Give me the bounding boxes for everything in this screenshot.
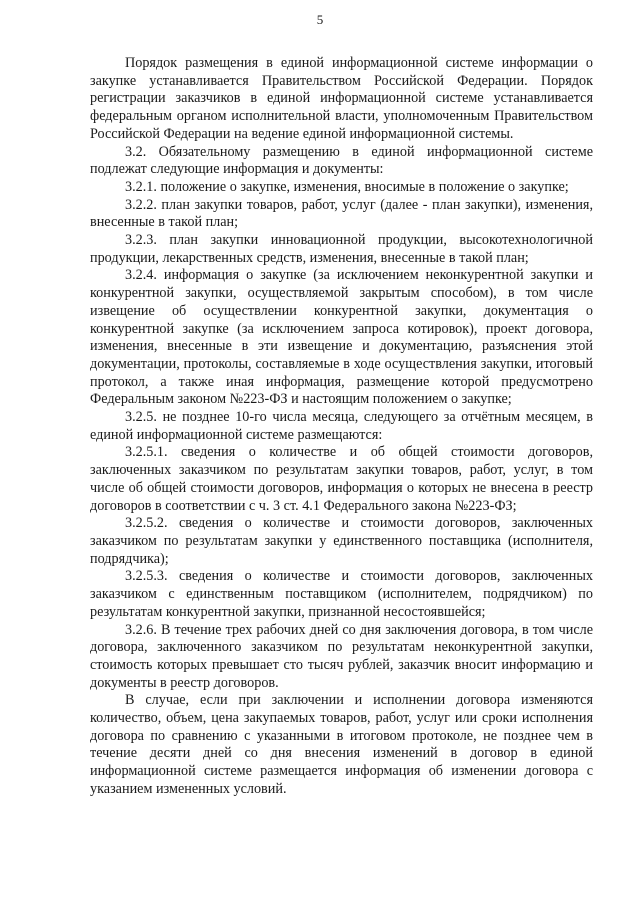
paragraph-3-2-5-3: 3.2.5.3. сведения о количестве и стоимости договоров, заключенных заказчиком с единственным поставщиком (исполнителем, подрядчиком) по результатам конкурентной закупки, признанной несостоявшейся; <box>90 568 593 620</box>
paragraph-3-2-1: 3.2.1. положение о закупке, изменения, вносимые в положение о закупке; <box>125 178 569 195</box>
paragraph-3-2-5-1: 3.2.5.1. сведения о количестве и об общей стоимости договоров, заключенных заказчиком по результатам закупки товаров, работ, услуг, в том числе об общей стоимости договоров, информация о которых не внесена в реестр договоров в соответствии с ч. 3 ст. 4.1 Федерального закона №223-ФЗ; <box>90 444 593 514</box>
document-body <box>90 55 593 799</box>
paragraph-3-2-6: 3.2.6. В течение трех рабочих дней со дня заключения договора, в том числе договора, заключенного заказчиком по результатам неконкурентной закупки, стоимость которых превышает сто тысяч рублей, заказчик вносит информацию и документы в реестр договоров. <box>90 621 593 691</box>
paragraph-3-2-4: 3.2.4. информация о закупке (за исключением неконкурентной закупки и конкурентной закупки, осуществляемой закрытым способом), в том числе извещение об осуществлении конкурентной закупки, документация о конкурентной закупке (за исключением запроса котировок), проект договора, изменения, внесенные в эти извещение и документацию, разъяснения этой документации, протоколы, составляемые в ходе осуществления закупки, итоговый протокол, а также иная информация, размещение которой предусмотрено Федеральным законом №223-ФЗ и настоящим положением о закупке; <box>90 267 593 408</box>
paragraph-3-2: 3.2. Обязательному размещению в единой информационной системе подлежат следующие информация и документы: <box>90 143 593 178</box>
page-number: 5 <box>316 12 324 27</box>
paragraph-3-2-2: 3.2.2. план закупки товаров, работ, услуг (далее - план закупки), изменения, внесенные в такой план; <box>90 196 593 231</box>
paragraph-placement-procedure: Порядок размещения в единой информационной системе информации о закупке устанавливается Правительством Российской Федерации. Порядок регистрации заказчиков в единой информационной системе устанавливается федеральным органом исполнительной власти, уполномоченным Правительством Российской Федерации на ведение единой информационной системы. <box>90 55 593 142</box>
paragraph-3-2-5: 3.2.5. не позднее 10-го числа месяца, следующего за отчётным месяцем, в единой информационной системе размещаются: <box>90 409 593 443</box>
paragraph-3-2-3: 3.2.3. план закупки инновационной продукции, высокотехнологичной продукции, лекарственных средств, изменения, внесенные в такой план; <box>90 232 593 266</box>
paragraph-contract-changes: В случае, если при заключении и исполнении договора изменяются количество, объем, цена закупаемых товаров, работ, услуг или сроки исполнения договора по сравнению с указанными в итоговом протоколе, не позднее чем в течение десяти дней со дня внесения изменений в договор в единой информационной системе размещается информация об изменении договора с указанием измененных условий. <box>90 692 593 797</box>
paragraph-3-2-5-2: 3.2.5.2. сведения о количестве и стоимости договоров, заключенных заказчиком по результатам закупки у единственного поставщика (исполнителя, подрядчика); <box>90 515 593 567</box>
